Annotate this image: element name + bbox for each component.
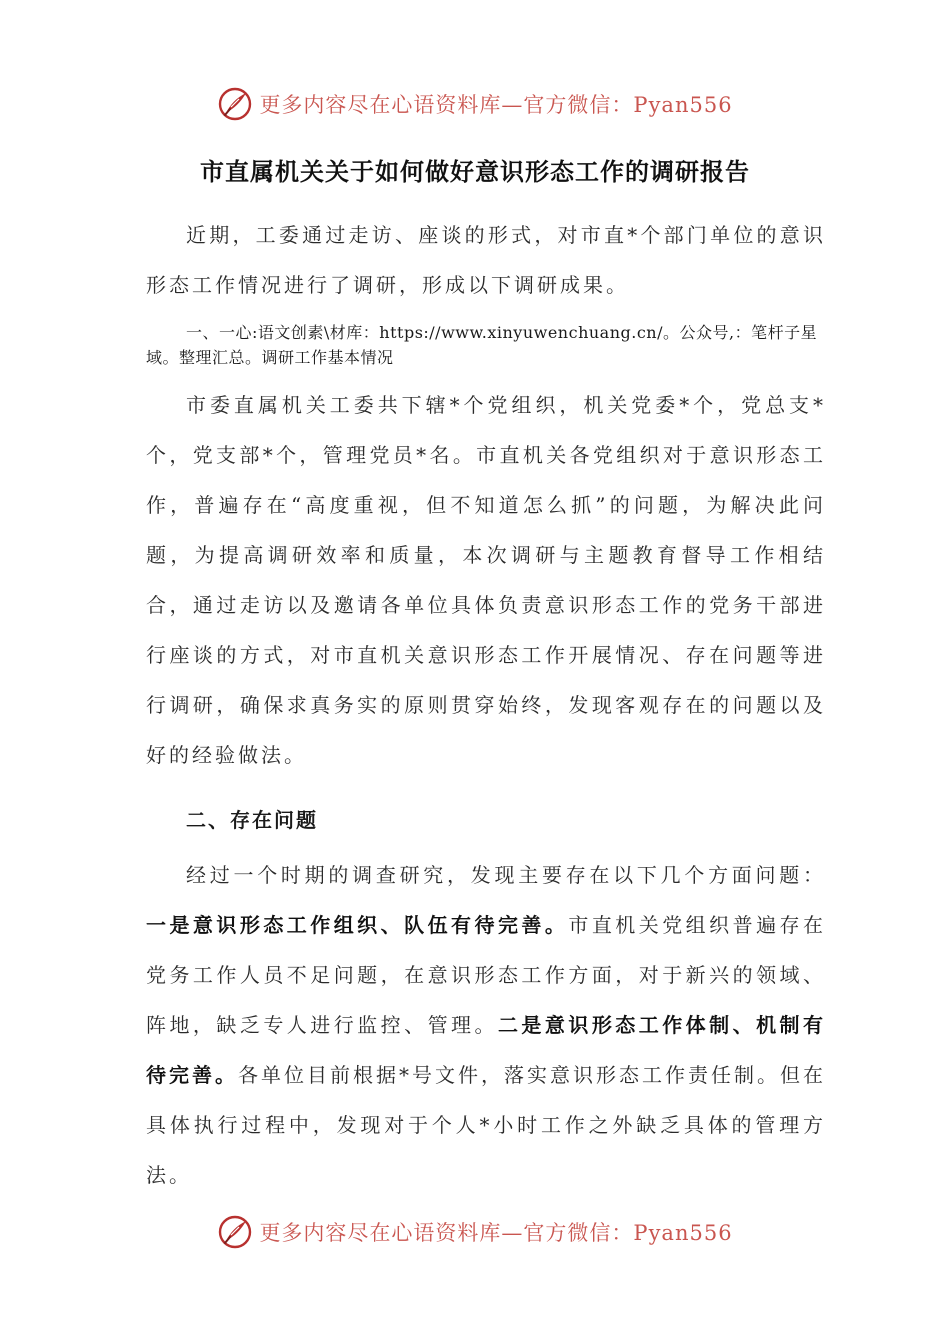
- intro-paragraph: 近期，工委通过走访、座谈的形式，对市直*个部门单位的意识形态工作情况进行了调研，形成以下调研成果。: [146, 223, 826, 297]
- problem-one-text: 市直机关党组织普遍存在党务工作人员不足问题，在意识形态工作方面，对于新兴的领域、阵地，缺乏专人进行监控、管理。: [146, 913, 827, 1037]
- problem-two-text: 各单位目前根据*号文件，落实意识形态工作责任制。但在具体执行过程中，发现对于个人*小时工作之外缺乏具体的管理方法。: [146, 1063, 826, 1187]
- problem-one-bold: 一是意识形态工作组织、队伍有待完善。: [146, 913, 569, 937]
- quill-pen-logo-icon: [217, 86, 253, 122]
- problem-two-bold: 二是意识形态工作体制、机制有待完善。: [146, 1013, 827, 1087]
- section2-heading: 二、存在问题: [186, 808, 318, 832]
- banner-text: 更多内容尽在心语资料库—官方微信：Pyan556: [259, 93, 733, 117]
- document-title: 市直属机关关于如何做好意识形态工作的调研报告: [200, 157, 750, 186]
- quill-pen-logo-icon: [217, 1214, 253, 1250]
- section2-paragraph: [146, 850, 826, 1200]
- document-body: [146, 210, 826, 1200]
- header-banner: [0, 84, 950, 124]
- section2-lead-text: 经过一个时期的调查研究，发现主要存在以下几个方面问题：: [186, 863, 826, 887]
- section1-heading: 一、一心:语文创素\材库：https://www.xinyuwenchuang.cn/。公众号,：笔杆子星域。整理汇总。调研工作基本情况: [146, 323, 818, 367]
- banner-text: 更多内容尽在心语资料库—官方微信：Pyan556: [259, 1221, 733, 1245]
- section1-paragraph: 市委直属机关工委共下辖*个党组织，机关党委*个，党总支*个，党支部*个，管理党员*名。市直机关各党组织对于意识形态工作，普遍存在“高度重视，但不知道怎么抓”的问题，为解决此问题，为提高调研效率和质量，本次调研与主题教育督导工作相结合，通过走访以及邀请各单位具体负责意识形态工作的党务干部进行座谈的方式，对市直机关意识形态工作开展情况、存在问题等进行调研，确保求真务实的原则贯穿始终，发现客观存在的问题以及好的经验做法。: [146, 393, 826, 767]
- footer-banner: [0, 1212, 950, 1252]
